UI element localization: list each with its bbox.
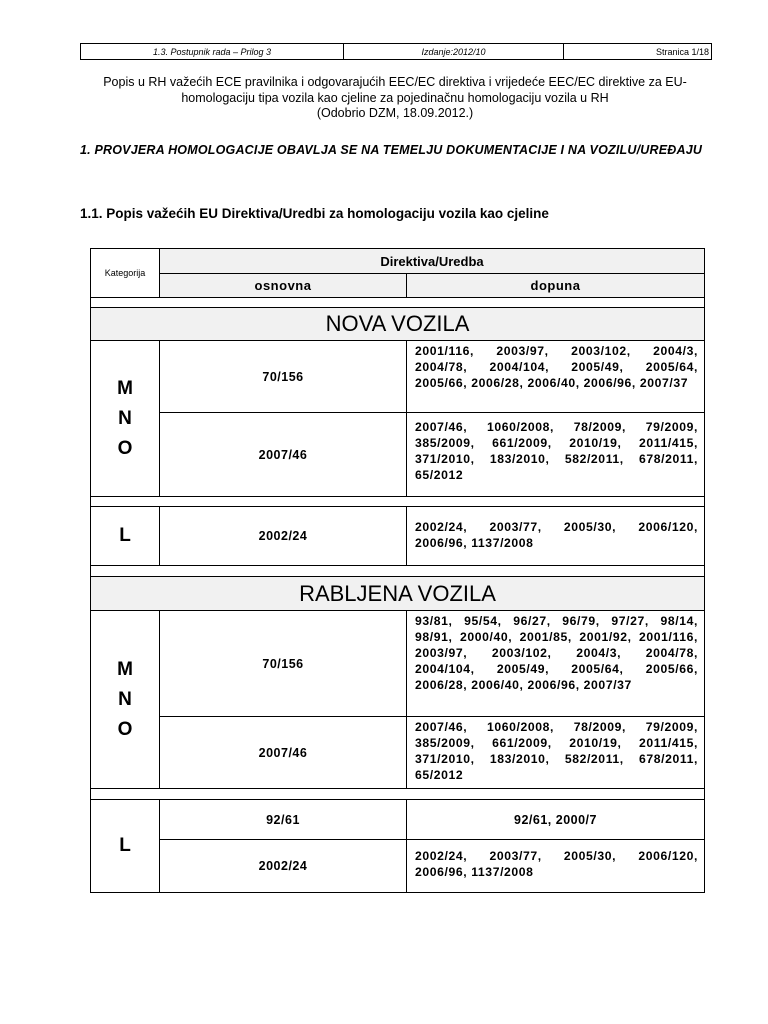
section-title-used: RABLJENA VOZILA xyxy=(90,576,705,611)
section-1-1-heading: 1.1. Popis važećih EU Direktiva/Uredbi za homologaciju vozila kao cjeline xyxy=(80,206,549,221)
intro-line-2: homologaciju tipa vozila kao cjeline za pojedinačnu homologaciju vozila u RH xyxy=(181,91,609,105)
col-header-base: osnovna xyxy=(159,273,407,298)
category-letter: N xyxy=(118,688,132,710)
supplement-cell: 2001/116, 2003/97, 2003/102, 2004/3, 2004/78, 2004/104, 2005/49, 2005/64, 2005/66, 2006/28, 2006/40, 2006/96, 2007/37 xyxy=(406,340,705,413)
doc-issue: Izdanje:2012/10 xyxy=(344,44,564,59)
page-number: Stranica 1/18 xyxy=(655,46,709,57)
base-cell: 2002/24 xyxy=(159,839,407,893)
approval-note: (Odobrio DZM, 18.09.2012.) xyxy=(316,106,474,120)
base-cell: 70/156 xyxy=(159,340,407,413)
supplement-cell: 93/81, 95/54, 96/27, 96/79, 97/27, 98/14, 98/91, 2000/40, 2001/85, 2001/92, 2001/116, 2003/97, 2003/102, 2004/3, 2004/78, 2004/104, 2005/49, 2005/64, 2005/66, 2006/28, 2006/40, 2006/96, 2007/37 xyxy=(406,610,705,717)
category-mno-used xyxy=(90,610,160,789)
doc-reference: 1.3. Postupnik rada – Prilog 3 xyxy=(81,44,344,59)
base-cell: 2007/46 xyxy=(159,412,407,497)
category-letter: M xyxy=(117,377,133,399)
category-letter: O xyxy=(117,437,133,459)
directives-table xyxy=(90,248,705,893)
category-letter: M xyxy=(117,658,133,680)
col-header-category: Kategorija xyxy=(90,248,160,298)
category-mno-new xyxy=(90,340,160,497)
category-l-used: L xyxy=(90,799,160,893)
section-1-heading: 1. PROVJERA HOMOLOGACIJE OBAVLJA SE NA TEMELJU DOKUMENTACIJE I NA VOZILU/UREĐAJU xyxy=(80,143,703,157)
intro-line-1: Popis u RH važećih ECE pravilnika i odgovarajućih EEC/EC direktiva i vrijedeće EEC/EC direktive za EU- xyxy=(103,75,687,89)
supplement-cell: 92/61, 2000/7 xyxy=(406,799,705,840)
supplement-cell: 2002/24, 2003/77, 2005/30, 2006/120, 2006/96, 1137/2008 xyxy=(406,839,705,893)
supplement-cell: 2007/46, 1060/2008, 78/2009, 79/2009, 385/2009, 661/2009, 2010/19, 2011/415, 371/2010, 183/2010, 582/2011, 678/2011, 65/2012 xyxy=(406,412,705,497)
section-title-new: NOVA VOZILA xyxy=(90,307,705,341)
document-header xyxy=(80,43,712,60)
supplement-cell: 2007/46, 1060/2008, 78/2009, 79/2009, 385/2009, 661/2009, 2010/19, 2011/415, 371/2010, 183/2010, 582/2011, 678/2011, 65/2012 xyxy=(406,716,705,789)
category-letter: O xyxy=(117,718,133,740)
base-cell: 2007/46 xyxy=(159,716,407,789)
supplement-cell: 2002/24, 2003/77, 2005/30, 2006/120, 2006/96, 1137/2008 xyxy=(406,506,705,566)
base-cell: 70/156 xyxy=(159,610,407,717)
category-letter: N xyxy=(118,407,132,429)
col-header-supplement: dopuna xyxy=(406,273,705,298)
col-header-directive: Direktiva/Uredba xyxy=(159,248,705,274)
base-cell: 2002/24 xyxy=(159,506,407,566)
base-cell: 92/61 xyxy=(159,799,407,840)
category-l-new: L xyxy=(90,506,160,566)
